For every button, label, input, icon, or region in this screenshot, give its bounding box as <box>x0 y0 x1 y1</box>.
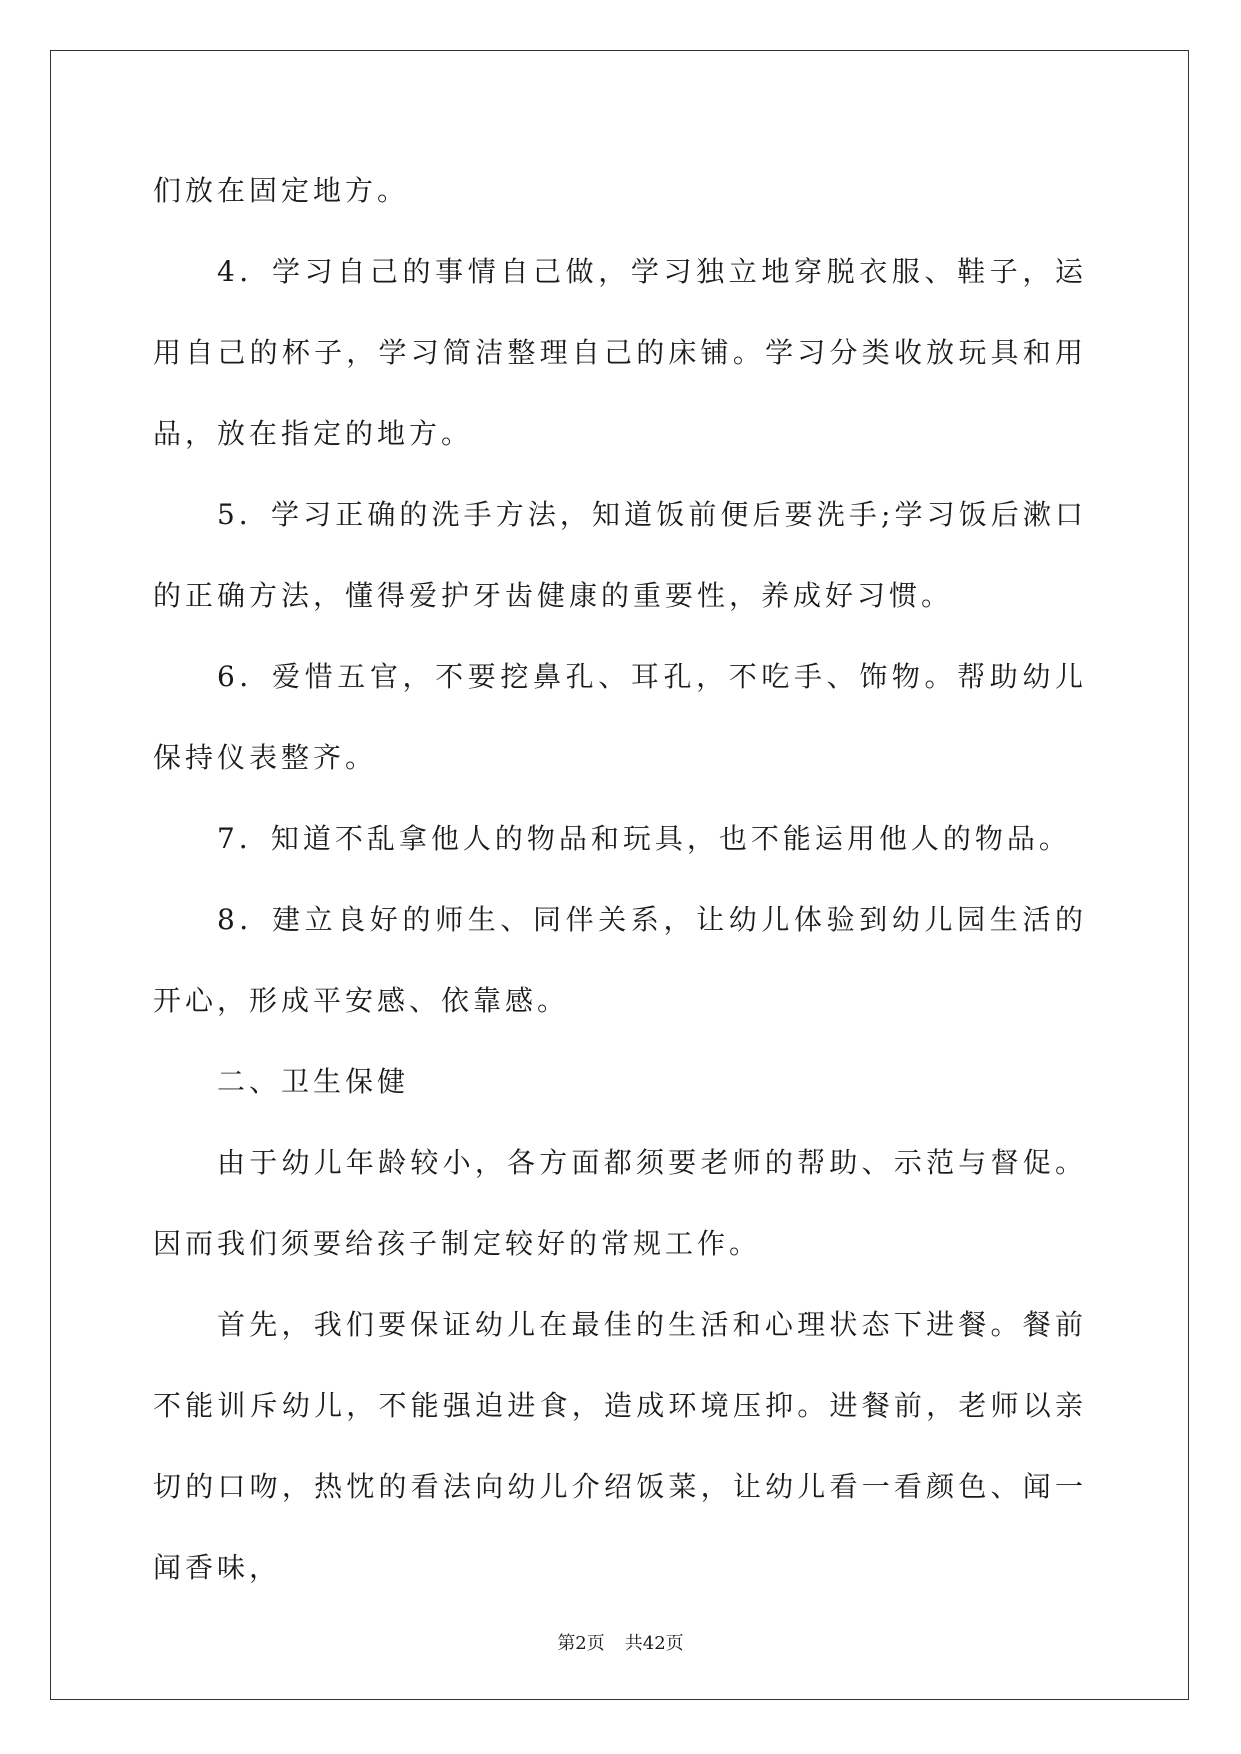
paragraph-continuation: 们放在固定地方。 <box>153 174 410 207</box>
paragraph-intro: 由于幼儿年龄较小，各方面都须要老师的帮助、示范与督促。因而我们须要给孩子制定较好的常规工作。 <box>153 1146 1087 1260</box>
paragraph-item-6: 6．爱惜五官，不要挖鼻孔、耳孔，不吃手、饰物。帮助幼儿保持仪表整齐。 <box>153 660 1087 774</box>
paragraph-meal: 首先，我们要保证幼儿在最佳的生活和心理状态下进餐。餐前不能训斥幼儿，不能强迫进食，造成环境压抑。进餐前，老师以亲切的口吻，热忱的看法向幼儿介绍饭菜，让幼儿看一看颜色、闻一闻香味， <box>153 1308 1087 1584</box>
document-body <box>153 150 1087 1608</box>
page-total: 共42页 <box>624 1633 684 1654</box>
section-heading: 二、卫生保健 <box>217 1065 410 1098</box>
page-number: 第2页 <box>557 1633 605 1654</box>
paragraph-item-5: 5．学习正确的洗手方法，知道饭前便后要洗手;学习饭后漱口的正确方法，懂得爱护牙齿健康的重要性，养成好习惯。 <box>153 498 1087 612</box>
paragraph-item-7: 7．知道不乱拿他人的物品和玩具，也不能运用他人的物品。 <box>217 822 1071 855</box>
paragraph-item-8: 8．建立良好的师生、同伴关系，让幼儿体验到幼儿园生活的开心，形成平安感、依靠感。 <box>153 903 1087 1017</box>
paragraph-item-4: 4．学习自己的事情自己做，学习独立地穿脱衣服、鞋子，运用自己的杯子，学习简洁整理自己的床铺。学习分类收放玩具和用品，放在指定的地方。 <box>153 255 1087 450</box>
page-footer <box>0 1629 1241 1655</box>
